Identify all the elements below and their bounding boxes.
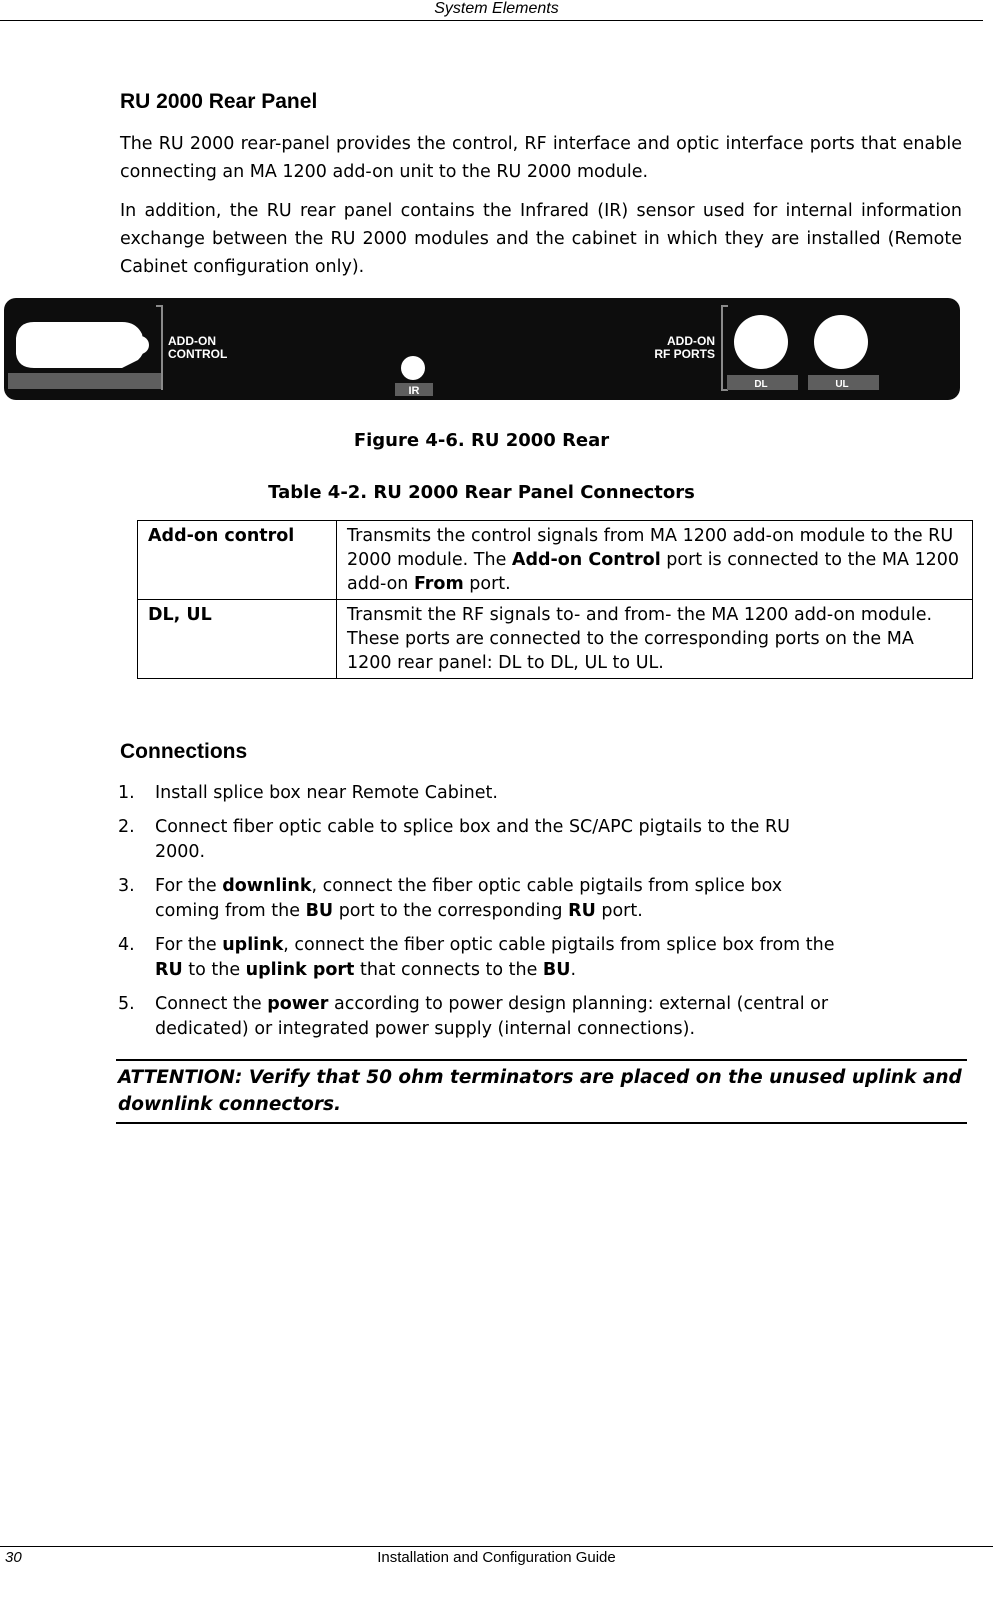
connections-steps-list [118,781,838,1051]
table-cell-term: Add-on control [138,521,337,600]
table-cell-term: DL, UL [138,600,337,679]
addon-rf-label-1: ADD-ON [667,334,715,348]
figure-caption: Figure 4-6. RU 2000 Rear [353,430,610,451]
dl-port-icon [734,315,788,369]
header-rule [0,20,983,21]
control-port-bar [8,373,162,389]
dsub-connector-icon [16,322,144,368]
ul-label: UL [835,379,849,390]
list-item: 3. For the downlink, connect the fiber optic cable pigtails from splice box coming from the BU port to the corresponding RU port. [118,876,783,921]
addon-control-label-1: ADD-ON [168,334,216,348]
list-item: 4. For the uplink, connect the fiber optic cable pigtails from splice box from the RU to the uplink port that connects to the BU. [118,935,835,980]
list-item: 2. Connect fiber optic cable to splice box and the SC/APC pigtails to the RU 2000. [118,817,790,862]
dl-label: DL [754,379,768,390]
table-row [138,600,973,679]
ir-sensor-icon [401,356,425,380]
connectors-table [137,520,973,679]
ir-label: IR [408,385,420,397]
table-cell-description: Transmit the RF signals to- and from- the MA 1200 add-on module. These ports are connected to the corresponding ports on the MA 1200 rear panel: DL to DL, UL to UL. [337,600,973,679]
list-item: 5. Connect the power according to power design planning: external (central or dedicated) or integrated power supply (internal connections). [118,994,829,1039]
dsub-screw-right [131,336,149,354]
rear-panel-figure [4,298,960,400]
page-number: 30 [5,1549,22,1566]
addon-control-label-2: CONTROL [168,347,228,361]
footer-rule [0,1546,993,1547]
running-header: System Elements [434,0,559,17]
paragraph-intro: The RU 2000 rear-panel provides the control, RF interface and optic interface ports that enable connecting an MA 1200 add-on unit to the RU 2000 module. [120,134,962,182]
table-caption: Table 4-2. RU 2000 Rear Panel Connectors [268,482,695,503]
list-item: 1. Install splice box near Remote Cabinet. [118,783,498,803]
footer-guide-title: Installation and Configuration Guide [377,1549,616,1566]
table-row [138,521,973,600]
section-title-connections: Connections [120,740,248,763]
addon-rf-label-2: RF PORTS [654,347,715,361]
dsub-screw-left [17,336,35,354]
attention-note: ATTENTION: Verify that 50 ohm terminators are placed on the unused uplink and downlink connectors. [116,1059,967,1124]
section-title-rear-panel: RU 2000 Rear Panel [120,90,318,113]
paragraph-ir-sensor: In addition, the RU rear panel contains the Infrared (IR) sensor used for internal information exchange between the RU 2000 modules and the cabinet in which they are installed (Remote Cabinet configuration only). [120,201,962,277]
table-cell-description: Transmits the control signals from MA 1200 add-on module to the RU 2000 module. The Add-on Control port is connected to the MA 1200 add-on From port. [337,521,973,600]
ul-port-icon [814,315,868,369]
